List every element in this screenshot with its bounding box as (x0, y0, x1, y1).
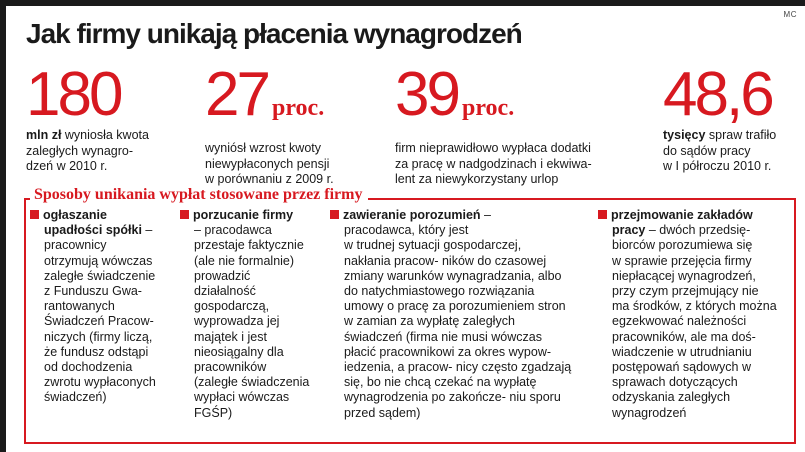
method-lead: zawieranie porozumień – (330, 208, 598, 223)
left-rule (0, 0, 6, 452)
method-column (180, 208, 330, 421)
stat-unit: proc. (271, 95, 325, 121)
stat-value: 27 proc. (205, 60, 325, 129)
method-lead: porzucanie firmy (180, 208, 330, 223)
bullet-square-icon (330, 210, 339, 219)
page-title: Jak firmy unikają płacenia wynagrodzeń (26, 18, 522, 49)
method-column (30, 208, 180, 406)
stat-description: firm nieprawidłowo wypłaca dodatki za pracę w nadgodzinach i ekwiwa- lent za niewykorzystany urlop (395, 141, 592, 186)
stat-block (205, 60, 334, 188)
method-text: biorców porozumiewa się w sprawie przejęcia firmy niepłacącej wynagrodzeń, przy czym przejmujący nie ma środków, z których można egzekwować należności pracowników, ale ma doś- wiadczenie w utrudnianiu postępowań sądowych w sprawach dotyczących odzyskania zaległych wynagrodzeń (612, 238, 777, 420)
method-column (598, 208, 793, 421)
method-text: pracownicy otrzymują wówczas zaległe świadczenie z Funduszu Gwa- rantowanych Świadczeń Pracow- niczych (firmy liczą, że fundusz odstąpi od dochodzenia zwrotu wypłaconych świadczeń) (44, 238, 156, 405)
stat-unit: proc. (461, 95, 515, 121)
stat-value: 180 (26, 60, 121, 129)
stat-description: tysięcy spraw trafiło do sądów pracy w I półroczu 2010 r. (663, 128, 777, 173)
top-rule (0, 0, 805, 6)
stat-value: 48,6 (663, 60, 772, 129)
bullet-square-icon (180, 210, 189, 219)
method-text: – pracodawca przestaje faktycznie (ale nie formalnie) prowadzić działalność gospodarczą, wyprowadza jej majątek i jest nieosiągalny dla pracowników (zaległe świadczenia wypłaci wówczas FGŚP) (194, 223, 310, 420)
method-column (330, 208, 598, 421)
method-lead: przejmowanie zakładów pracy – dwóch przedsię- (598, 208, 793, 238)
stat-block (395, 60, 592, 188)
bullet-square-icon (30, 210, 39, 219)
method-text: pracodawca, który jest w trudnej sytuacji gospodarczej, nakłania pracow- ników do czasowej zmiany warunków wynagradzania, albo do natychmiastowego rozwiązania umowy o pracę za porozumieniem stron w zamian za wypłatę zaległych świadczeń (firma nie musi wówczas płacić pracownikowi za okres wypow- iedzenia, a pracow- nicy często zgadzają się, bo nie chcą czekać na wypłatę wynagrodzenia po zakończe- niu sporu przed sądem) (344, 223, 572, 420)
stat-value: 39 proc. (395, 60, 515, 129)
credit: MC (783, 10, 797, 19)
stat-description: mln zł wyniosła kwota zaległych wynagro- dzeń w 2010 r. (26, 128, 149, 173)
stat-description: wyniósł wzrost kwoty niewypłaconych pensji w porównaniu z 2009 r. (205, 141, 334, 186)
stat-block (663, 60, 777, 175)
bullet-square-icon (598, 210, 607, 219)
stat-block (26, 60, 149, 175)
method-lead: ogłaszanie upadłości spółki – (30, 208, 180, 238)
panel-heading: Sposoby unikania wypłat stosowane przez firmy (30, 186, 368, 204)
